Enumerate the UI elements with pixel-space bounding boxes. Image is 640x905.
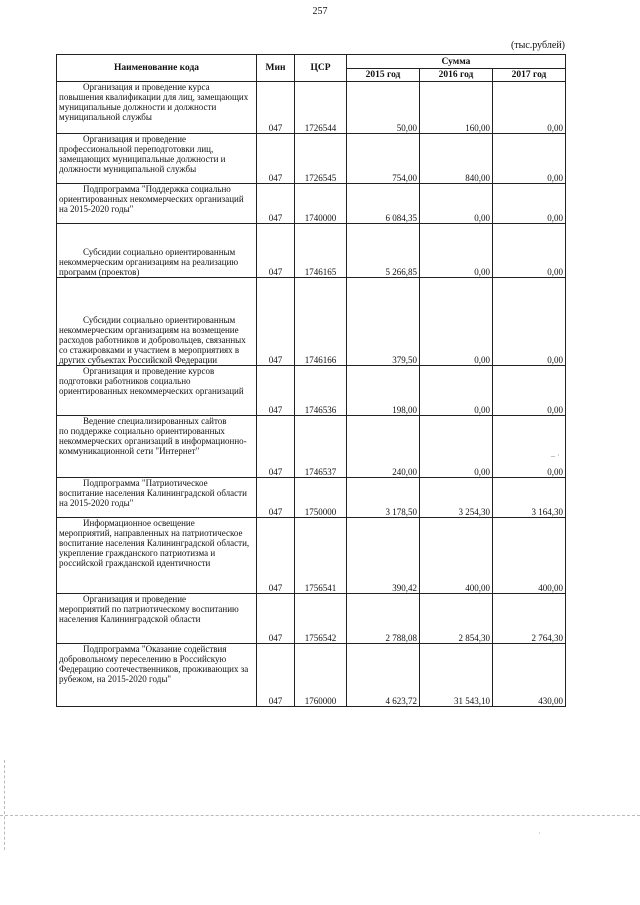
- row-csr: 1746165: [295, 224, 347, 278]
- row-csr: 1746536: [295, 366, 347, 416]
- table-row: [57, 644, 566, 707]
- row-2017: 0,00: [493, 134, 566, 184]
- row-name: [57, 594, 257, 644]
- row-name-rest: повышения квалификации для лиц, замещающих муниципальные должности и должности муниципальной службы: [59, 92, 249, 122]
- row-2015: 5 266,85: [347, 224, 420, 278]
- row-name-rest: мероприятий, направленных на патриотическое воспитание населения Калининградской области, укрепление гражданского патриотизма и российской гражданской идентичности: [59, 528, 250, 568]
- row-2016: 31 543,10: [420, 644, 493, 707]
- row-name: [57, 478, 257, 518]
- row-name-rest: подготовки работников социально ориентированных некоммерческих организаций: [59, 376, 244, 396]
- table-row: [57, 82, 566, 134]
- header-row-1: [57, 55, 566, 69]
- header-2016: 2016 год: [420, 69, 493, 82]
- row-2016: 0,00: [420, 184, 493, 224]
- row-min: 047: [257, 278, 295, 366]
- row-csr: 1746166: [295, 278, 347, 366]
- row-name-rest: мероприятий по патриотическому воспитанию населения Калининградской области: [59, 604, 239, 624]
- row-2017: 3 164,30: [493, 478, 566, 518]
- row-name-rest: воспитание населения Калининградской области на 2015-2020 годы": [59, 488, 247, 508]
- row-name-rest: добровольному переселению в Российскую Федерацию соотечественников, проживающих за рубежом, на 2015-2020 годы": [59, 654, 249, 684]
- row-2015: 3 178,50: [347, 478, 420, 518]
- row-2016: 0,00: [420, 416, 493, 478]
- row-name: [57, 278, 257, 366]
- header-sum: Сумма: [347, 55, 566, 69]
- budget-table: [56, 54, 566, 707]
- row-csr: 1756541: [295, 518, 347, 594]
- header-name: Наименование кода: [57, 55, 257, 82]
- row-min: 047: [257, 594, 295, 644]
- row-name-first: Организация и проведение курсов: [83, 366, 215, 376]
- row-name: [57, 644, 257, 707]
- row-2016: 160,00: [420, 82, 493, 134]
- table-row: [57, 416, 566, 478]
- row-name-rest: по поддержке социально ориентированных некоммерческих организаций в информационно-коммуникационной сети "Интернет": [59, 426, 247, 456]
- row-2017: 0,00: [493, 224, 566, 278]
- stray-mark: ·: [538, 829, 541, 838]
- row-2016: 0,00: [420, 278, 493, 366]
- row-name-first: Организация и проведение курса: [83, 82, 210, 92]
- row-name-first: Подпрограмма "Поддержка социально: [83, 184, 231, 194]
- row-2016: 0,00: [420, 366, 493, 416]
- row-2017: 0,00: [493, 416, 566, 478]
- row-csr: 1750000: [295, 478, 347, 518]
- row-2017: 400,00: [493, 518, 566, 594]
- table-row: [57, 478, 566, 518]
- row-2015: 379,50: [347, 278, 420, 366]
- row-2016: 400,00: [420, 518, 493, 594]
- table-row: [57, 594, 566, 644]
- scan-artifact-line: [0, 815, 640, 816]
- row-2017: 0,00: [493, 278, 566, 366]
- row-name: [57, 184, 257, 224]
- row-2017: 0,00: [493, 184, 566, 224]
- row-name: [57, 224, 257, 278]
- row-2016: 840,00: [420, 134, 493, 184]
- row-name-first: Подпрограмма "Оказание содействия: [83, 644, 227, 654]
- table-row: [57, 366, 566, 416]
- row-min: 047: [257, 184, 295, 224]
- row-csr: 1756542: [295, 594, 347, 644]
- row-2015: 4 623,72: [347, 644, 420, 707]
- header-2017: 2017 год: [493, 69, 566, 82]
- row-min: 047: [257, 366, 295, 416]
- units-label: (тыс.рублей): [510, 40, 565, 51]
- row-2016: 0,00: [420, 224, 493, 278]
- page-number: 257: [312, 6, 328, 17]
- row-2015: 6 084,35: [347, 184, 420, 224]
- row-min: 047: [257, 134, 295, 184]
- row-name-rest: некоммерческим организациям на возмещение расходов работников и добровольцев, связанных со стажировками и участием в мероприятиях в других субъектах Российской Федерации: [59, 325, 246, 365]
- scan-artifact-edge: [4, 760, 5, 850]
- row-csr: 1746537: [295, 416, 347, 478]
- row-csr: 1760000: [295, 644, 347, 707]
- header-min: Мин: [257, 55, 295, 82]
- row-csr: 1726545: [295, 134, 347, 184]
- row-min: 047: [257, 644, 295, 707]
- row-2015: 198,00: [347, 366, 420, 416]
- row-name: [57, 134, 257, 184]
- header-2015: 2015 год: [347, 69, 420, 82]
- row-name-first: Ведение специализированных сайтов: [83, 416, 227, 426]
- row-2017: 0,00: [493, 82, 566, 134]
- row-2017: 0,00: [493, 366, 566, 416]
- row-name: [57, 518, 257, 594]
- row-name-first: Субсидии социально ориентированным: [83, 247, 236, 257]
- row-name-rest: профессиональной переподготовки лиц, замещающих муниципальные должности и должности муниципальной службы: [59, 144, 226, 174]
- row-2015: 50,00: [347, 82, 420, 134]
- row-name-first: Информационное освещение: [83, 518, 195, 528]
- table-row: [57, 518, 566, 594]
- row-name: [57, 82, 257, 134]
- stray-mark: – ·: [551, 451, 560, 460]
- row-2015: 390,42: [347, 518, 420, 594]
- row-name-first: Организация и проведение: [83, 594, 187, 604]
- row-min: 047: [257, 82, 295, 134]
- row-min: 047: [257, 224, 295, 278]
- row-name: [57, 366, 257, 416]
- row-name-rest: некоммерческим организациям на реализацию программ (проектов): [59, 257, 239, 277]
- row-2016: 3 254,30: [420, 478, 493, 518]
- row-csr: 1740000: [295, 184, 347, 224]
- table-row: [57, 278, 566, 366]
- row-csr: 1726544: [295, 82, 347, 134]
- row-name-first: Организация и проведение: [83, 134, 187, 144]
- table-row: [57, 184, 566, 224]
- row-name-first: Подпрограмма "Патриотическое: [83, 478, 208, 488]
- row-2015: 240,00: [347, 416, 420, 478]
- row-name-rest: ориентированных некоммерческих организаций на 2015-2020 годы": [59, 194, 244, 214]
- row-2017: 2 764,30: [493, 594, 566, 644]
- table-row: [57, 224, 566, 278]
- row-min: 047: [257, 416, 295, 478]
- row-2016: 2 854,30: [420, 594, 493, 644]
- table-row: [57, 134, 566, 184]
- row-name-first: Субсидии социально ориентированным: [83, 315, 236, 325]
- row-2017: 430,00: [493, 644, 566, 707]
- header-csr: ЦСР: [295, 55, 347, 82]
- row-min: 047: [257, 478, 295, 518]
- row-2015: 754,00: [347, 134, 420, 184]
- row-name: [57, 416, 257, 478]
- row-min: 047: [257, 518, 295, 594]
- row-2015: 2 788,08: [347, 594, 420, 644]
